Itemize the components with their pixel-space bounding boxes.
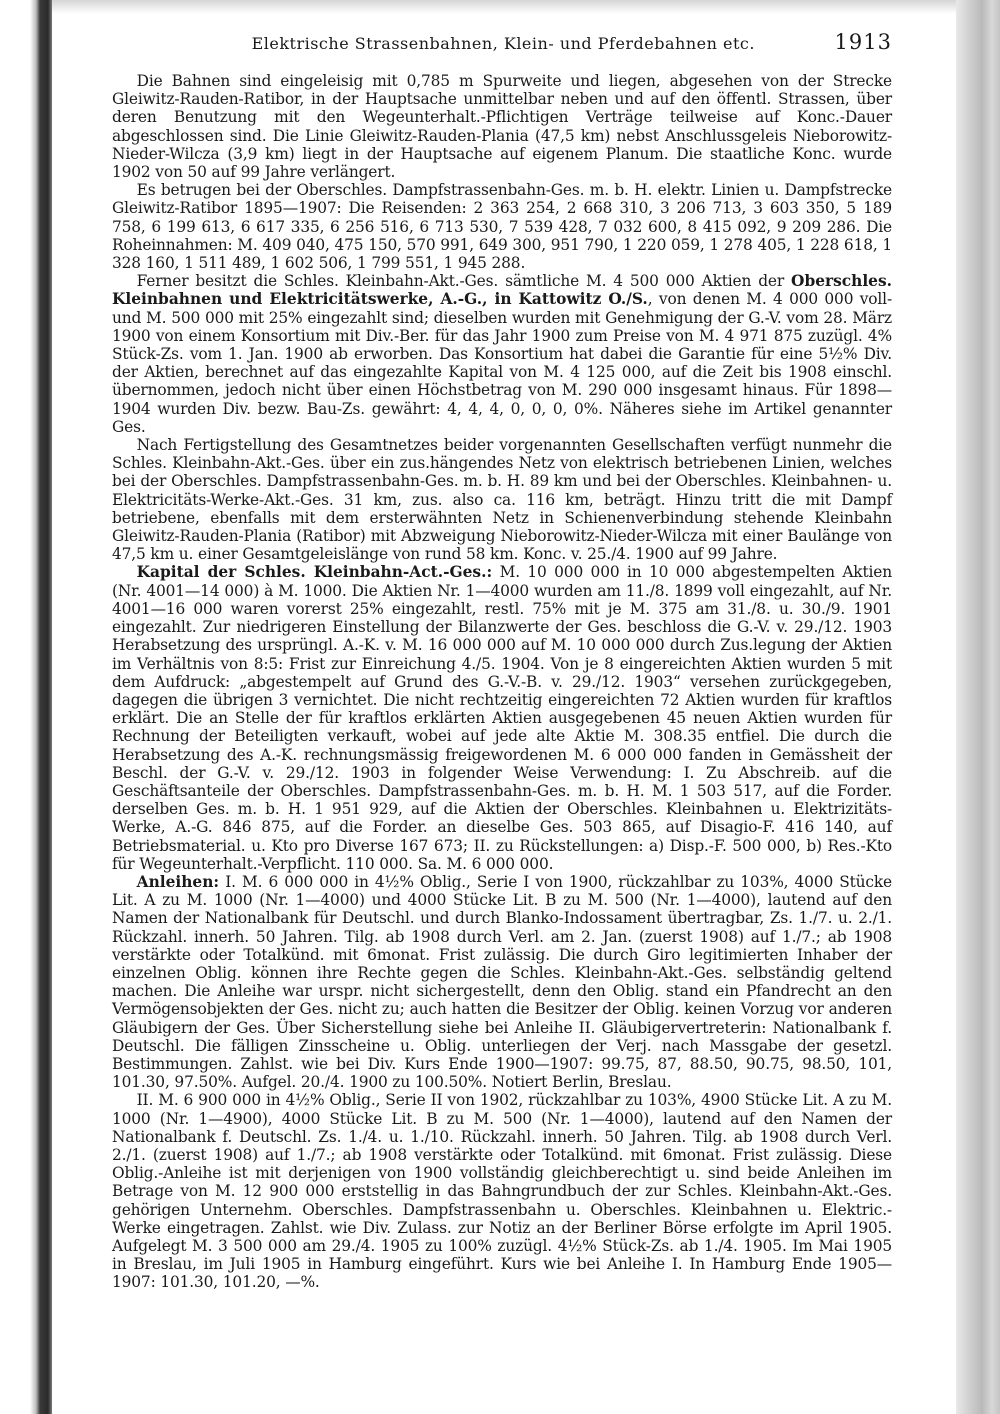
paragraph-text: M. 10 000 000 in 10 000 abgestempelten Aktien (Nr. 4001—14 000) à M. 1000. Die Aktien Nr. 1—4000 wurden am 11./8. 1899 voll eingezahlt, auf Nr. 4001—16 000 waren vorerst 25% eingezahlt, restl. 75% mit je M. 375 am 31./8. u. 30./9. 1901 eingezahlt. Zur niedrigeren Einstellung der Bilanzwerte der Ges. beschloss die G.-V. v. 29./12. 1903 Herabsetzung des ursprüngl. A.-K. v. M. 16 000 000 auf M. 10 000 000 durch Zus.legung der Aktien im Verhältnis von 8:5: Frist zur Einreichung 4./5. 1904. Von je 8 eingereichten Aktien wurden 5 mit dem Aufdruck: „abgestempelt auf Grund des G.-V.-B. v. 29./12. 1903“ versehen zurückgegeben, dagegen die übrigen 3 vernichtet. Die nicht rechtzeitig eingereichten 72 Aktien wurden für kraftlos erklärt. Die an Stelle der für kraftlos erklärten Aktien ausgegebenen 45 neuen Aktien wurden für Rechnung der Beteiligten verkauft, wobei auf jede alte Aktie M. 308.35 entfiel. Die durch die Herabsetzung des A.-K. rechnungsmässig freigewordenen M. 6 000 000 fanden in Gemässheit der Beschl. der G.-V. v. 29./12. 1903 in folgender Weise Verwendung: I. Zu Abschreib. auf die Geschäftsanteile der Oberschles. Dampfstrassenbahn-Ges. m. b. H. M. 1 503 517, auf die Forder. derselben Ges. m. b. H. 1 951 929, auf die Aktien der Oberschles. Kleinbahnen u. Elektrizitäts-Werke, A.-G. 846 875, auf die Forder. an dieselbe Ges. 503 865, auf Disagio-F. 416 140, auf Betriebsmaterial. u. Kto pro Diverse 167 673; II. zu Rückstellungen: a) Disp.-F. 500 000, b) Res.-Kto für Wegeunterhalt.-Verpflicht. 110 000. Sa. M. 6 000 000. xyxy=(112,563,892,873)
paragraph-text: Es betrugen bei der Oberschles. Dampfstrassenbahn-Ges. m. b. H. elektr. Linien u. Dampfstrecke Gleiwitz-Ratibor 1895—1907: Die Reisenden: 2 363 254, 2 668 310, 3 206 713, 3 603 350, 5 189 758, 6 199 613, 6 617 335, 6 256 516, 6 713 530, 7 539 428, 7 032 600, 8 415 092, 9 209 286. Die Roheinnahmen: M. 409 040, 475 150, 570 991, 649 300, 951 790, 1 220 059, 1 278 405, 1 228 618, 1 328 160, 1 511 489, 1 602 506, 1 799 551, 1 945 288. xyxy=(112,181,892,273)
document-page xyxy=(112,30,892,1400)
scan-binding-shadow-left xyxy=(0,0,52,1414)
paragraph-text: I. M. 6 000 000 in 4½% Oblig., Serie I von 1900, rückzahlbar zu 103%, 4000 Stücke Lit. A zu M. 1000 (Nr. 1—4000) und 4000 Stücke Lit. B zu M. 500 (Nr. 1—4000), lautend auf den Namen der Nationalbank für Deutschl. und durch Blanko-Indossament übertragbar, Zs. 1./7. u. 2./1. Rückzahl. innerh. 50 Jahren. Tilg. ab 1908 durch Verl. am 2. Jan. (zuerst 1908) auf 1./7.; ab 1908 verstärkte oder Totalkünd. mit 6monat. Frist zulässig. Die durch Giro legitimierten Inhaber der einzelnen Oblig. können ihre Rechte gegen die Schles. Kleinbahn-Akt.-Ges. selbständig geltend machen. Die Anleihe war urspr. nicht sichergestellt, denn den Oblig. stand ein Pfandrecht an den Vermögensobjekten der Ges. nicht zu; auch hatten die Besitzer der Oblig. keinen Vorzug vor anderen Gläubigern der Ges. Über Sicherstellung siehe bei Anleihe II. Gläubigervertreterin: Nationalbank f. Deutschl. Die fälligen Zinsscheine u. Oblig. unterliegen der Verj. nach Massgabe der gesetzl. Bestimmungen. Zahlst. wie bei Div. Kurs Ende 1900—1907: 99.75, 87, 88.50, 90.75, 98.50, 101, 101.30, 97.50%. Aufgel. 20./4. 1900 zu 100.50%. Notiert Berlin, Breslau. xyxy=(112,872,892,1092)
section-heading-capital: Kapital der Schles. Kleinbahn-Act.-Ges.: xyxy=(136,563,493,582)
paragraph-text: Nach Fertigstellung des Gesamtnetzes beider vorgenannten Gesellschaften verfügt nunmehr die Schles. Kleinbahn-Akt.-Ges. über ein zus.hängendes Netz von elektrisch betriebenen Linien, welches bei der Oberschles. Dampfstrassenbahn-Ges. m. b. H. 89 km und bei der Oberschles. Kleinbahnen- u. Elektricitäts-Werke-Akt.-Ges. 31 km, zus. also ca. 116 km, beträgt. Hinzu tritt die mit Dampf betriebene, ebenfalls mit dem ersterwähnten Netz in Schienenverbindung stehende Kleinbahn Gleiwitz-Rauden-Plania (Ratibor) mit Abzweigung Nieborowitz-Nieder-Wilcza mit einer Baulänge von 47,5 km u. einer Gesamtgeleislänge von rund 58 km. Konc. v. 25./4. 1900 auf 99 Jahre. xyxy=(112,436,892,564)
paragraph-loans-series-1 xyxy=(112,873,892,1091)
company-name-heading: Oberschles. Kleinbahnen und Elektricitätswerke, A.-G., in Kattowitz O./S. xyxy=(112,272,892,309)
paragraph-network-summary xyxy=(112,436,892,563)
paragraph-loans-series-2 xyxy=(112,1091,892,1291)
paragraph-text: II. M. 6 900 000 in 4½% Oblig., Serie II von 1902, rückzahlbar zu 103%, 4900 Stücke Lit. A zu M. 1000 (Nr. 1—4900), 4000 Stücke Lit. B zu M. 500 (Nr. 1—4000), lautend auf den Namen der Nationalbank f. Deutschl. Zs. 1./4. u. 1./10. Rückzahl. innerh. 50 Jahren. Tilg. ab 1908 durch Verl. 2./1. (zuerst 1908) auf 1./7.; ab 1908 verstärkte oder Totalkünd. mit 6monat. Frist zulässig. Diese Oblig.-Anleihe ist mit derjenigen von 1900 vollständig gleichberechtigt u. sind beide Anleihen im Betrage von M. 12 900 000 erststellig in das Bahngrundbuch der zur Schles. Kleinbahn-Akt.-Ges. gehörigen Unternehm. Oberschles. Dampfstrassenbahn u. Oberschles. Kleinbahnen u. Elektric.-Werke eingetragen. Zahlst. wie Div. Zulass. zur Notiz an der Berliner Börse erfolgte im April 1905. Aufgelegt M. 3 500 000 am 29./4. 1905 zu 100% zuzügl. 4½% Stück-Zs. ab 1./4. 1905. Im Mai 1905 in Breslau, im Juli 1905 in Hamburg eingeführt. Kurs wie bei Anleihe I. In Hamburg Ende 1905—1907: 101.30, 101.20, —%. xyxy=(112,1091,892,1292)
scan-edge-shadow-top xyxy=(52,0,956,14)
paragraph-subsidiary-shares xyxy=(112,272,892,436)
paragraph-text-lead: Ferner besitzt die Schles. Kleinbahn-Akt.-Ges. sämtliche M. 4 500 000 Aktien der xyxy=(136,272,792,291)
paragraph-text: , von denen M. 4 000 000 voll- und M. 500 000 mit 25% eingezahlt sind; dieselben wurden mit Genehmigung der G.-V. vom 28. März 1900 von einem Konsortium mit Div.-Ber. für das Jahr 1900 zum Preise von M. 4 971 875 zuzügl. 4% Stück-Zs. vom 1. Jan. 1900 ab erworben. Das Konsortium hat dabei die Garantie für eine 5½% Div. der Aktien, berechnet auf das eingezahlte Kapital von M. 4 125 000, auf die Zeit bis 1908 einschl. übernommen, jedoch nicht über einen Höchstbetrag von M. 290 000 insgesamt hinaus. Für 1898—1904 wurden Div. bezw. Bau-Zs. gewährt: 4, 4, 4, 0, 0, 0, 0%. Näheres siehe im Artikel genannter Ges. xyxy=(112,290,892,436)
running-header-title: Elektrische Strassenbahnen, Klein- und Pferdebahnen etc. xyxy=(251,34,755,53)
scan-edge-shadow-right xyxy=(956,0,1000,1414)
paragraph-text: Die Bahnen sind eingeleisig mit 0,785 m Spurweite und liegen, abgesehen von der Strecke Gleiwitz-Rauden-Ratibor, in der Hauptsache unmittelbar neben und auf den öffentl. Strassen, über deren Benutzung mit den Wegeunterhalt.-Pflichtigen Verträge teilweise auf Konc.-Dauer abgeschlossen sind. Die Linie Gleiwitz-Rauden-Plania (47,5 km) nebst Anschlussgeleis Nieborowitz-Nieder-Wilcza (3,9 km) liegt in der Hauptsache auf eigenem Planum. Die staatliche Konc. wurde 1902 von 50 auf 99 Jahre verlängert. xyxy=(112,72,892,182)
paragraph-capital xyxy=(112,563,892,872)
section-heading-loans: Anleihen: xyxy=(136,872,220,891)
paragraph-track-description xyxy=(112,72,892,181)
running-header xyxy=(112,30,892,64)
document-body xyxy=(112,72,892,1292)
paragraph-traffic-statistics xyxy=(112,181,892,272)
page-number: 1913 xyxy=(834,30,892,54)
